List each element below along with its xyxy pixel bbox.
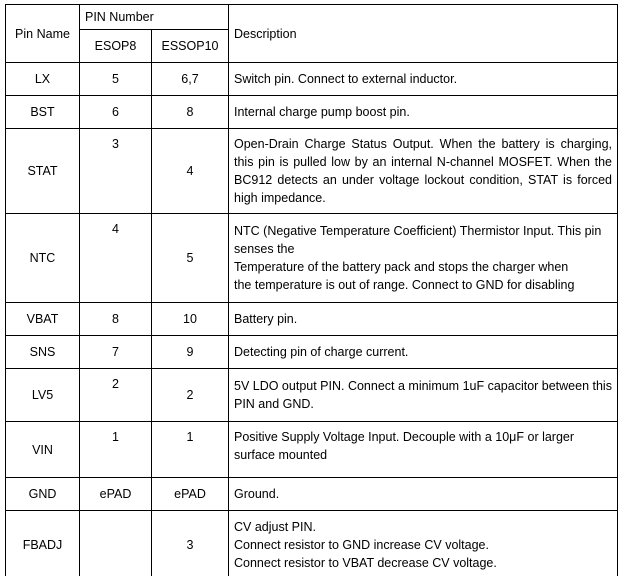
table-row (6, 478, 618, 511)
cell-pin-name: GND (6, 478, 80, 511)
cell-pin-name: NTC (6, 214, 80, 303)
description-line: Connect resistor to GND increase CV voltage. (234, 538, 489, 553)
cell-description: Internal charge pump boost pin. (229, 96, 618, 129)
cell-esop8: 1 (80, 422, 152, 478)
cell-description (229, 214, 618, 303)
header-pin-number: PIN Number (80, 5, 229, 30)
cell-pin-name: LX (6, 63, 80, 96)
cell-pin-name: VBAT (6, 303, 80, 336)
cell-description: Positive Supply Voltage Input. Decouple with a 10μF or larger surface mounted (229, 422, 618, 478)
table-row (6, 214, 618, 303)
cell-essop10: 9 (152, 336, 229, 369)
cell-pin-name: SNS (6, 336, 80, 369)
cell-description: Switch pin. Connect to external inductor. (229, 63, 618, 96)
table-row (6, 96, 618, 129)
description-line: the temperature is out of range. Connect to GND for disabling (234, 278, 575, 293)
table-row (6, 129, 618, 214)
cell-description: 5V LDO output PIN. Connect a minimum 1uF capacitor between this PIN and GND. (229, 369, 618, 422)
header-description: Description (229, 5, 618, 63)
cell-essop10: 8 (152, 96, 229, 129)
cell-esop8: 7 (80, 336, 152, 369)
cell-essop10: 1 (152, 422, 229, 478)
table-row (6, 303, 618, 336)
table-row (6, 369, 618, 422)
pin-description-table (5, 4, 618, 576)
table-row (6, 422, 618, 478)
cell-pin-name: VIN (6, 422, 80, 478)
cell-essop10: ePAD (152, 478, 229, 511)
description-line: NTC (Negative Temperature Coefficient) Thermistor Input. This pin senses the (234, 223, 602, 256)
cell-essop10: 5 (152, 214, 229, 303)
cell-essop10: 4 (152, 129, 229, 214)
description-line: Connect resistor to VBAT decrease CV voltage. (234, 556, 497, 571)
cell-pin-name: BST (6, 96, 80, 129)
description-line: Temperature of the battery pack and stops the charger when (234, 260, 569, 275)
cell-essop10: 2 (152, 369, 229, 422)
cell-esop8: 4 (80, 214, 152, 303)
cell-pin-name: FBADJ (6, 511, 80, 576)
cell-essop10: 3 (152, 511, 229, 576)
cell-esop8: 2 (80, 369, 152, 422)
table-header-row-1 (6, 5, 618, 30)
table-row (6, 63, 618, 96)
cell-esop8 (80, 511, 152, 576)
cell-description: Detecting pin of charge current. (229, 336, 618, 369)
cell-pin-name: LV5 (6, 369, 80, 422)
cell-description: Ground. (229, 478, 618, 511)
header-essop10: ESSOP10 (152, 30, 229, 63)
header-esop8: ESOP8 (80, 30, 152, 63)
cell-essop10: 10 (152, 303, 229, 336)
cell-description: Battery pin. (229, 303, 618, 336)
table-row (6, 336, 618, 369)
header-pin-name: Pin Name (6, 5, 80, 63)
cell-esop8: 5 (80, 63, 152, 96)
cell-essop10: 6,7 (152, 63, 229, 96)
cell-pin-name: STAT (6, 129, 80, 214)
cell-description (229, 511, 618, 576)
cell-esop8: 6 (80, 96, 152, 129)
cell-description: Open-Drain Charge Status Output. When the battery is charging, this pin is pulled low by an internal N-channel MOSFET. When the BC912 detects an under voltage lockout condition, STAT is forced high impedance. (229, 129, 618, 214)
description-line: CV adjust PIN. (234, 519, 316, 534)
cell-esop8: 8 (80, 303, 152, 336)
cell-esop8: 3 (80, 129, 152, 214)
cell-esop8: ePAD (80, 478, 152, 511)
table-row (6, 511, 618, 576)
